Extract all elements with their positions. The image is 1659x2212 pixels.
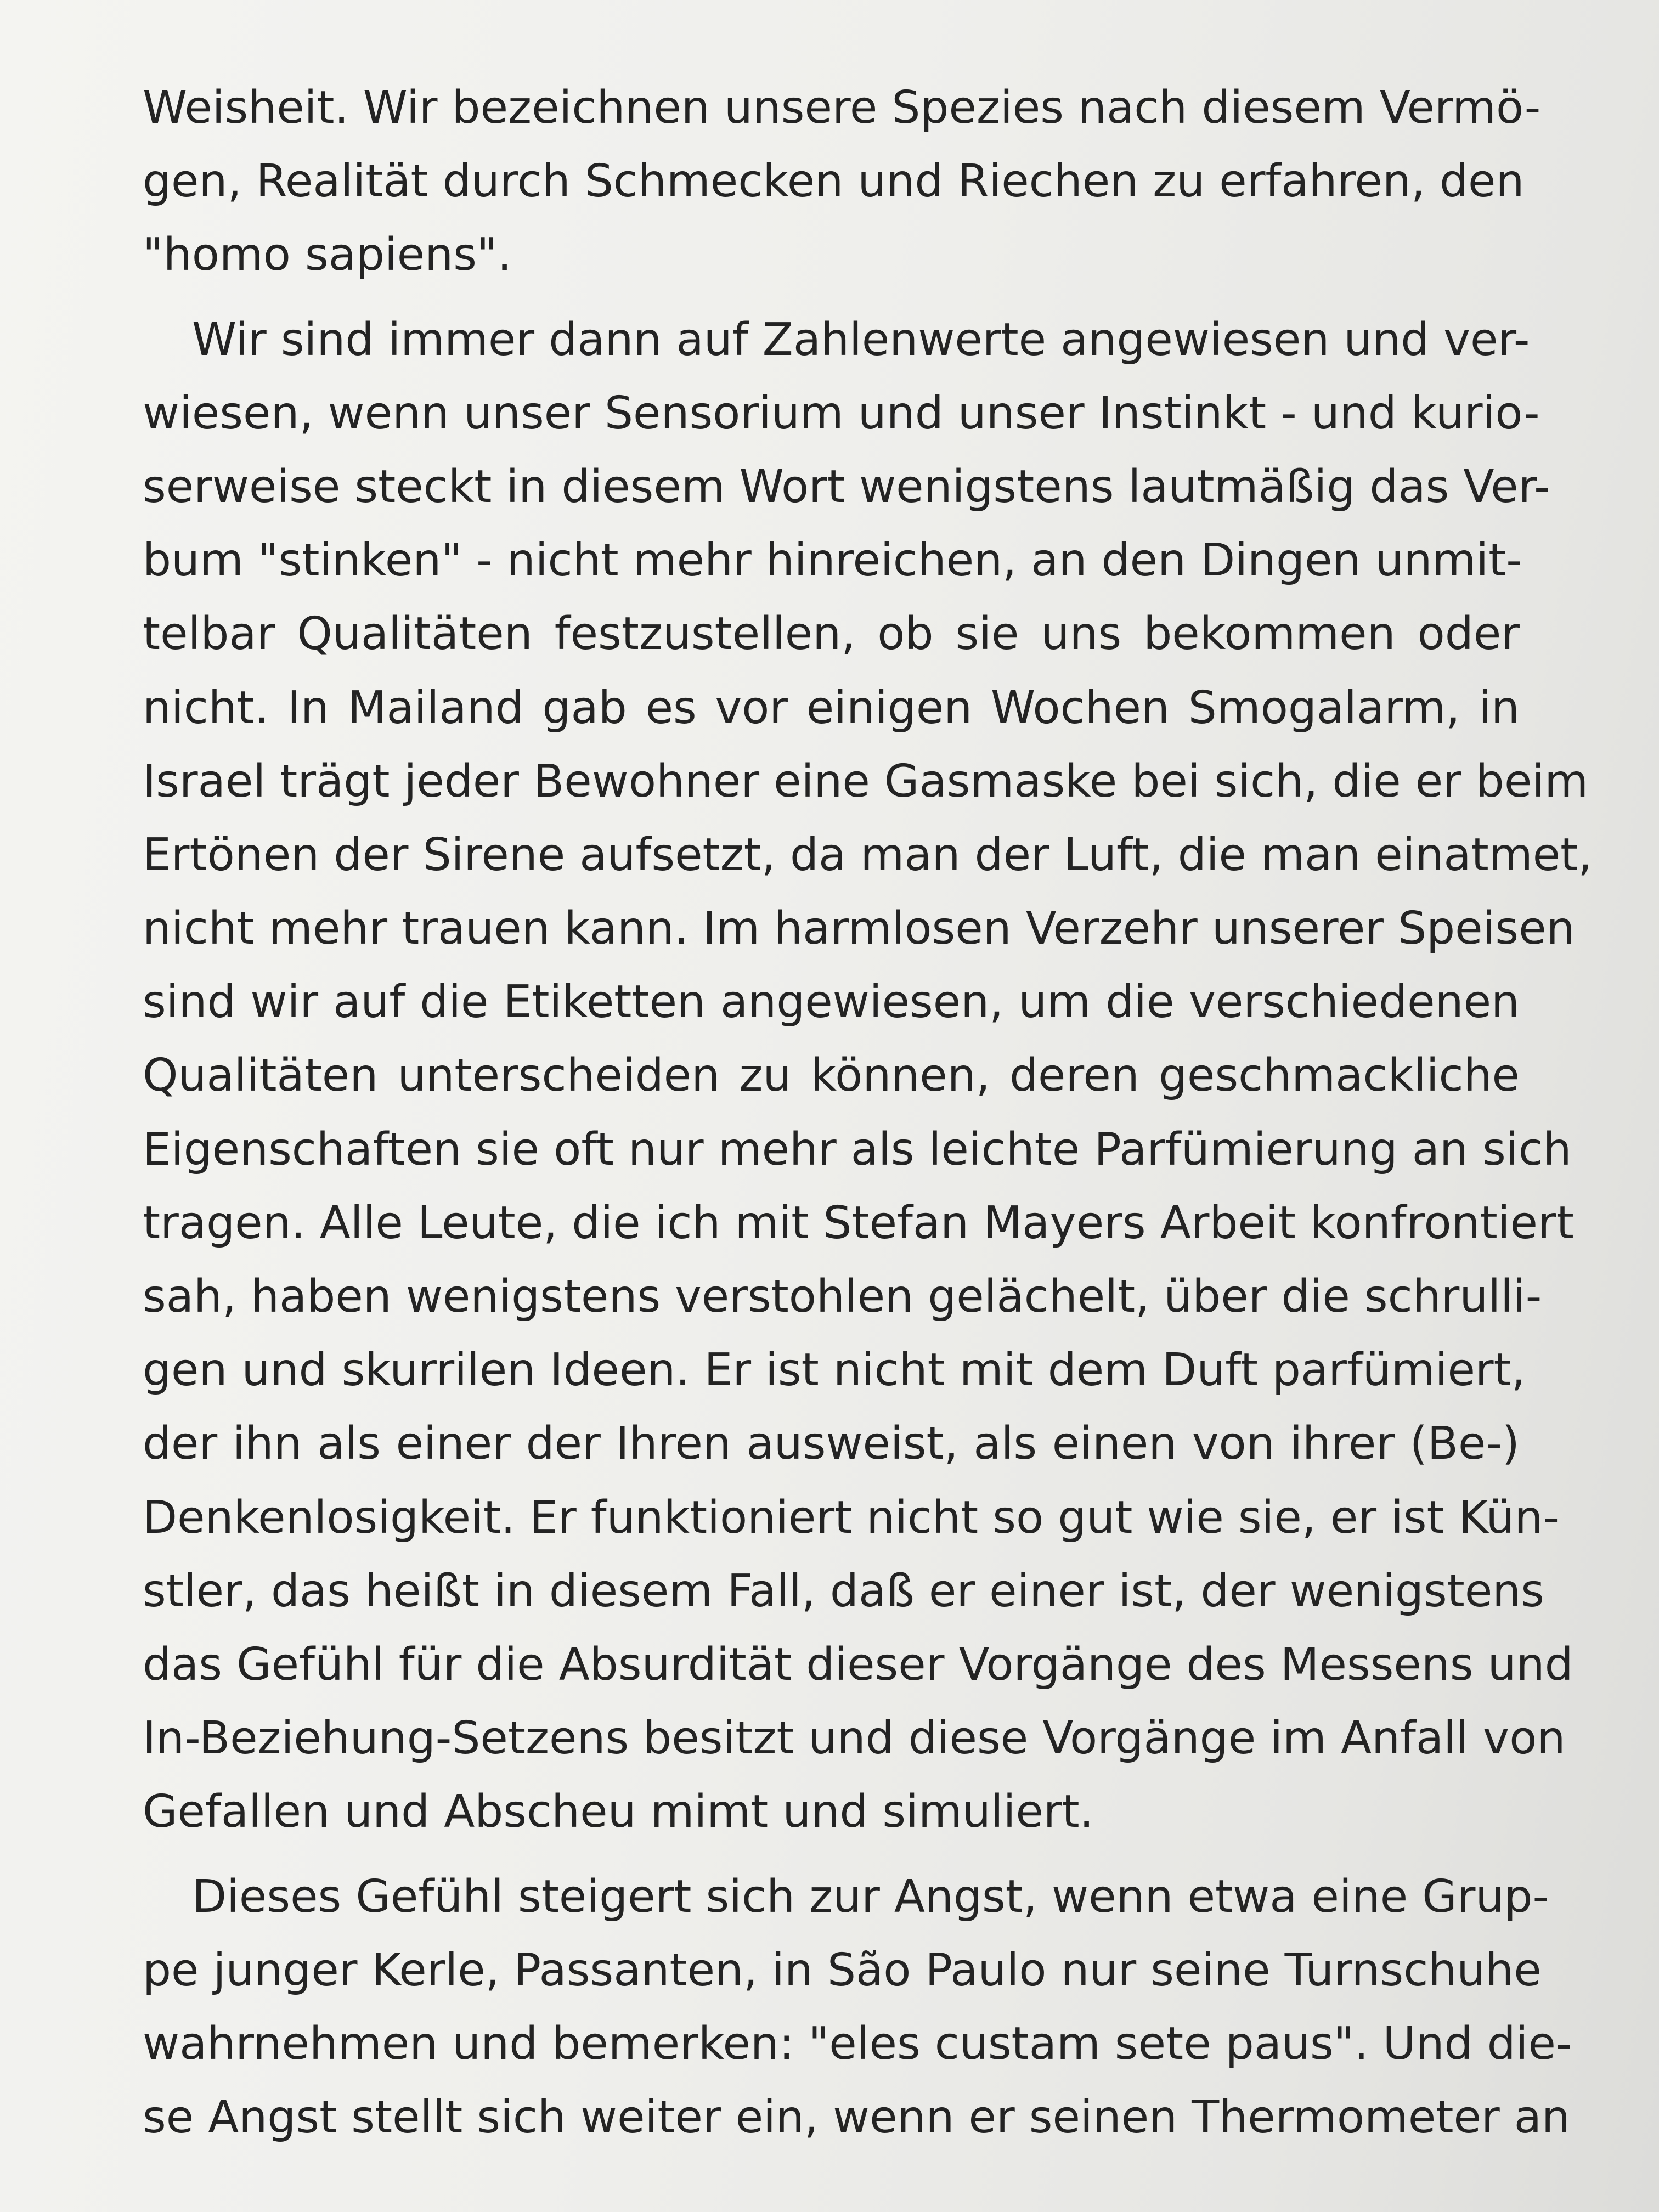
text-line: das Gefühl für die Absurdität dieser Vorgänge des Messens und xyxy=(143,1638,1573,1691)
text-line: sah, haben wenigstens verstohlen gelächelt, über die schrulli- xyxy=(143,1271,1542,1323)
text-line: tragen. Alle Leute, die ich mit Stefan Mayers Arbeit konfrontiert xyxy=(143,1197,1574,1249)
paragraph-gap xyxy=(143,292,1520,303)
text-line: Wir sind immer dann auf Zahlenwerte angewiesen und ver- xyxy=(192,313,1530,366)
text-line: Qualitäten unterscheiden zu können, deren geschmackliche xyxy=(143,1049,1520,1102)
paragraph-gap xyxy=(143,1849,1520,1860)
paragraph-3 xyxy=(143,1860,1572,2155)
text-line: Ertönen der Sirene aufsetzt, da man der Luft, die man einatmet, xyxy=(143,828,1593,881)
text-line: wahrnehmen und bemerken: "eles custam sete paus". Und die- xyxy=(143,2017,1572,2070)
text-line: gen und skurrilen Ideen. Er ist nicht mit dem Duft parfümiert, xyxy=(143,1344,1526,1397)
text-line: der ihn als einer der Ihren ausweist, als einen von ihrer (Be-) xyxy=(143,1418,1520,1470)
text-line: stler, das heißt in diesem Fall, daß er einer ist, der wenigstens xyxy=(143,1565,1544,1617)
text-line: sind wir auf die Etiketten angewiesen, um die verschiedenen xyxy=(143,976,1520,1029)
text-line: Weisheit. Wir bezeichnen unsere Spezies nach diesem Vermö- xyxy=(143,82,1541,134)
text-line: Dieses Gefühl steigert sich zur Angst, wenn etwa eine Grup- xyxy=(192,1870,1549,1923)
body-text xyxy=(143,71,1593,2154)
text-line: nicht mehr trauen kann. Im harmlosen Verzehr unserer Speisen xyxy=(143,902,1575,955)
text-line: serweise steckt in diesem Wort wenigstens lautmäßig das Ver- xyxy=(143,460,1550,513)
text-line: Gefallen und Abscheu mimt und simuliert. xyxy=(143,1786,1094,1838)
text-line: gen, Realität durch Schmecken und Riechen zu erfahren, den xyxy=(143,155,1525,208)
text-line: "homo sapiens". xyxy=(143,229,512,281)
text-line: In-Beziehung-Setzens besitzt und diese Vorgänge im Anfall von xyxy=(143,1712,1566,1765)
text-line: Denkenlosigkeit. Er funktioniert nicht so gut wie sie, er ist Kün- xyxy=(143,1491,1560,1544)
text-line: Israel trägt jeder Bewohner eine Gasmaske bei sich, die er beim xyxy=(143,755,1589,808)
text-line: telbar Qualitäten festzustellen, ob sie uns bekommen oder xyxy=(143,608,1520,661)
paragraph-1 xyxy=(143,71,1541,292)
paragraph-2 xyxy=(143,303,1593,1849)
text-line: nicht. In Mailand gab es vor einigen Wochen Smogalarm, in xyxy=(143,681,1520,734)
text-line: wiesen, wenn unser Sensorium und unser Instinkt - und kurio- xyxy=(143,387,1540,439)
text-line: bum "stinken" - nicht mehr hinreichen, an den Dingen unmit- xyxy=(143,534,1522,587)
text-line: Eigenschaften sie oft nur mehr als leichte Parfümierung an sich xyxy=(143,1123,1572,1176)
text-line: se Angst stellt sich weiter ein, wenn er seinen Thermometer an xyxy=(143,2091,1570,2144)
text-line: pe junger Kerle, Passanten, in São Paulo nur seine Turnschuhe xyxy=(143,1944,1542,1996)
